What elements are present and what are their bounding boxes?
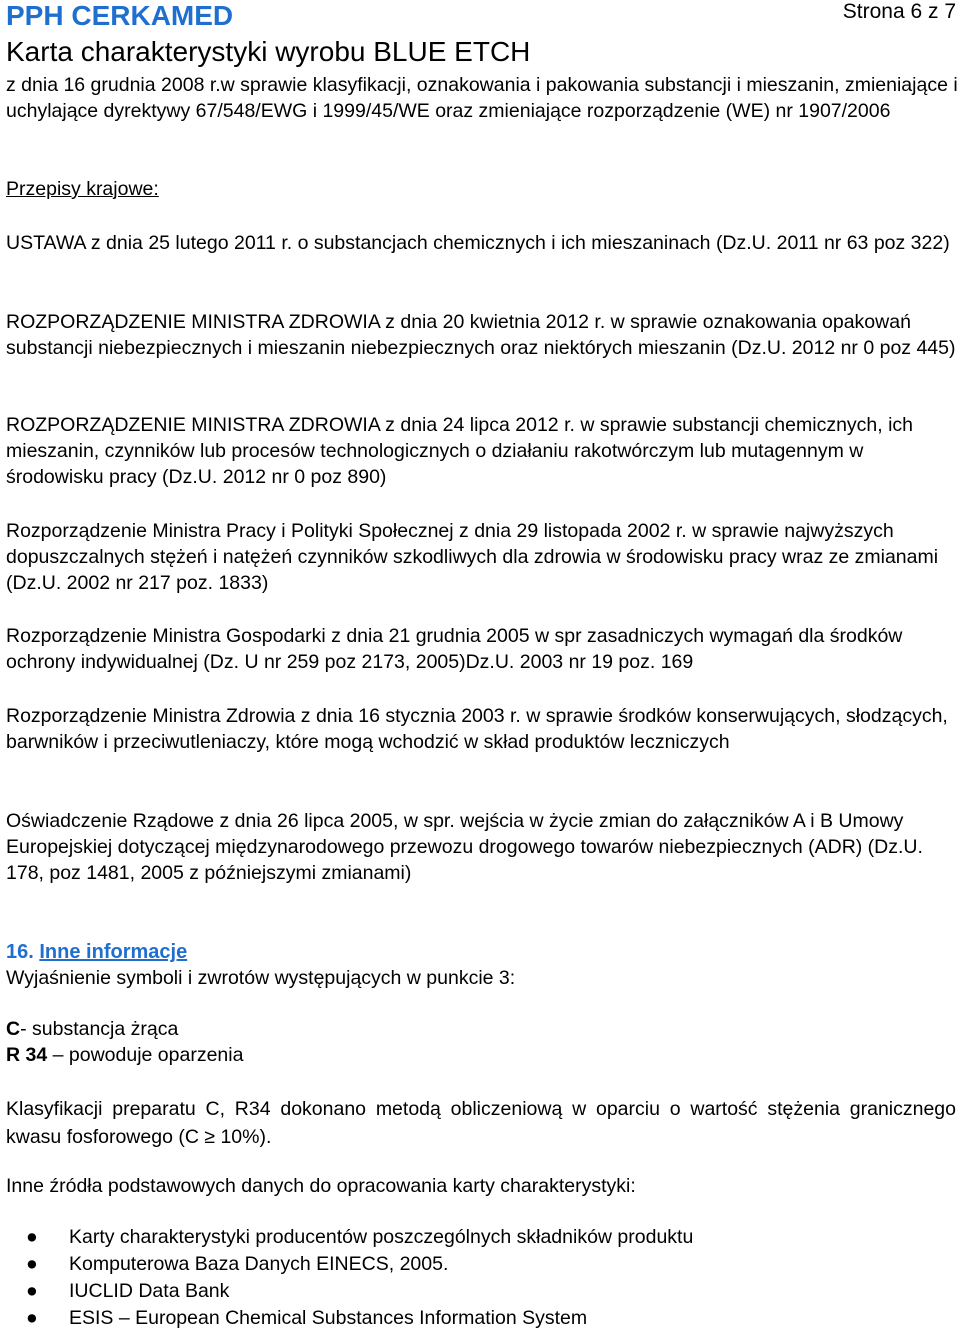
regulation-item: Rozporządzenie Ministra Zdrowia z dnia 16 stycznia 2003 r. w sprawie środków konserwujących, słodzących, barwników i przeciwutleniaczy, które mogą wchodzić w skład produktów leczniczych xyxy=(6,705,948,753)
symbol-r-code: R 34 xyxy=(6,1044,48,1066)
symbol-c-text: - substancja żrąca xyxy=(20,1018,179,1040)
list-item xyxy=(6,1305,693,1332)
source-label: ESIS – European Chemical Substances Information System xyxy=(69,1307,588,1329)
bullet-icon: ● xyxy=(26,1307,38,1329)
document-title: Karta charakterystyki wyrobu BLUE ETCH xyxy=(6,36,531,67)
list-item xyxy=(6,1251,693,1278)
regulation-item: ROZPORZĄDZENIE MINISTRA ZDROWIA z dnia 24 lipca 2012 r. w sprawie substancji chemicznych, ich mieszanin, czynników lub procesów technologicznych o działaniu rakotwórczym lub mutagennym w środowisku pracy (Dz.U. 2012 nr 0 poz 890) xyxy=(6,414,914,488)
symbol-c-line xyxy=(6,1016,958,1042)
bullet-icon: ● xyxy=(26,1280,38,1302)
bullet-icon: ● xyxy=(26,1226,38,1248)
regulation-item: ROZPORZĄDZENIE MINISTRA ZDROWIA z dnia 20 kwietnia 2012 r. w sprawie oznakowania opakowań substancji niebezpiecznych i mieszanin niebezpiecznych oraz niektórych mieszanin (Dz.U. 2012 nr 0 poz 445) xyxy=(6,311,956,359)
list-item xyxy=(6,1224,693,1251)
regulation-item: Rozporządzenie Ministra Pracy i Polityki Społecznej z dnia 29 listopada 2002 r. w sprawie najwyższych dopuszczalnych stężeń i natężeń czynników szkodliwych dla zdrowia w środowisku pracy wraz ze zmianami (Dz.U. 2002 nr 217 poz. 1833) xyxy=(6,520,939,594)
regulation-intro: z dnia 16 grudnia 2008 r.w sprawie klasyfikacji, oznakowania i pakowania substancji i mieszanin, zmieniające i uchylające dyrektywy 67/548/EWG i 1999/45/WE oraz zmieniające rozporządzenie (WE) nr 1907/2006 xyxy=(6,74,958,122)
sources-list xyxy=(6,1224,693,1332)
source-label: Komputerowa Baza Danych EINECS, 2005. xyxy=(69,1253,449,1275)
source-label: Karty charakterystyki producentów poszczególnych składników produktu xyxy=(69,1226,694,1248)
regulation-item: Oświadczenie Rządowe z dnia 26 lipca 2005, w spr. wejścia w życie zmian do załączników A i B Umowy Europejskiej dotyczącej międzynarodowego przewozu drogowego towarów niebezpiecznych (ADR) (Dz.U. 178, poz 1481, 2005 z późniejszymi zmianami) xyxy=(6,810,923,884)
page-number: Strona 6 z 7 xyxy=(842,0,956,23)
company-name: PPH CERKAMED xyxy=(6,0,234,31)
symbols-intro: Wyjaśnienie symboli i zwrotów występujących w punkcie 3: xyxy=(6,967,516,989)
symbol-r-text: – powoduje oparzenia xyxy=(47,1044,244,1066)
regulation-item: USTAWA z dnia 25 lutego 2011 r. o substancjach chemicznych i ich mieszaninach (Dz.U. 2011 nr 63 poz 322) xyxy=(6,232,950,254)
symbol-r-line xyxy=(6,1042,958,1068)
source-label: IUCLID Data Bank xyxy=(69,1280,230,1302)
regulation-item: Rozporządzenie Ministra Gospodarki z dnia 21 grudnia 2005 w spr zasadniczych wymagań dla środków ochrony indywidualnej (Dz. U nr 259 poz 2173, 2005)Dz.U. 2003 nr 19 poz. 169 xyxy=(6,625,903,673)
list-item xyxy=(6,1278,693,1305)
classification-note: Klasyfikacji preparatu C, R34 dokonano metodą obliczeniową w oparciu o wartość stężenia granicznego kwasu fosforowego (C ≥ 10%). xyxy=(6,1098,956,1148)
national-regulations-heading: Przepisy krajowe: xyxy=(6,178,159,200)
section-number: 16. xyxy=(6,941,34,963)
sources-intro: Inne źródła podstawowych danych do opracowania karty charakterystyki: xyxy=(6,1175,636,1197)
section-title: Inne informacje xyxy=(39,941,188,963)
symbol-c-code: C xyxy=(6,1018,21,1040)
section-16-heading xyxy=(6,939,958,965)
bullet-icon: ● xyxy=(26,1253,38,1275)
